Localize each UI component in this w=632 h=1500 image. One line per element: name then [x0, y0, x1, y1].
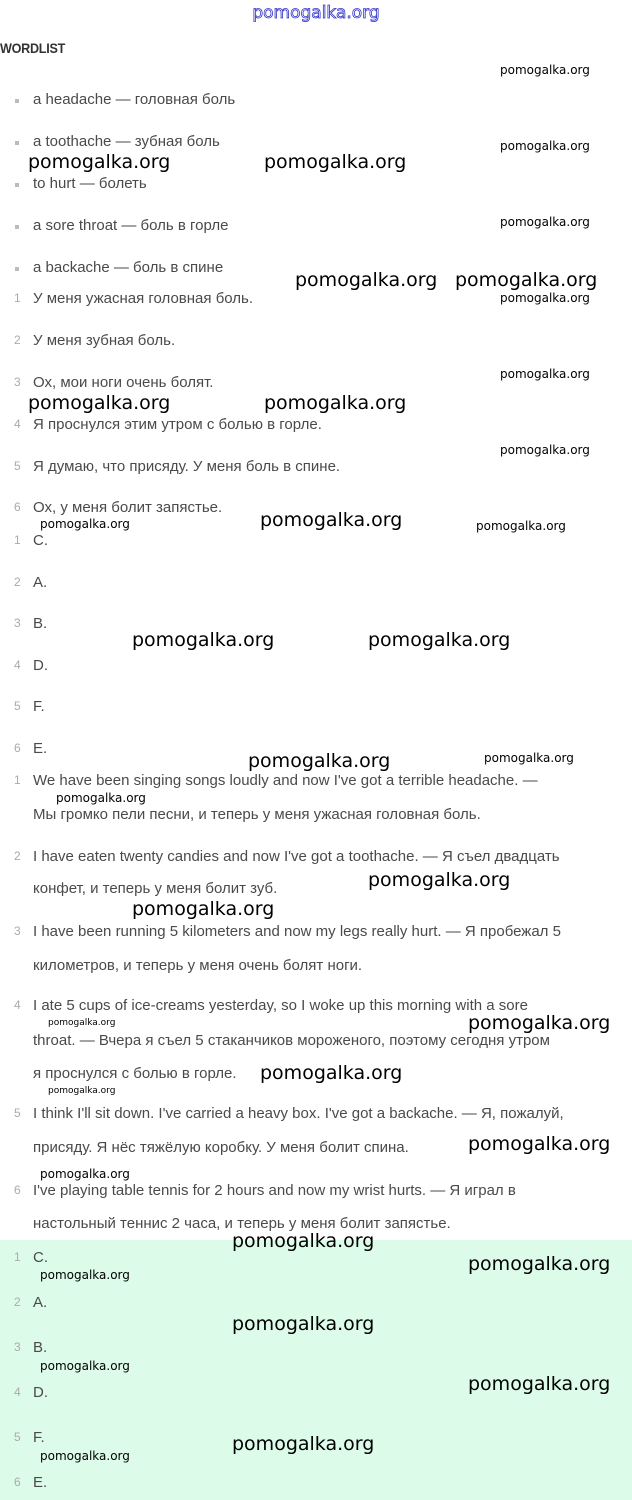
sentence-line: We have been singing songs loudly and now I've got a terrible headache. —: [33, 772, 538, 789]
answer-item: B.: [33, 1339, 48, 1356]
item-number: 4: [14, 1385, 21, 1399]
answer-item: D.: [33, 657, 48, 674]
answer-item: C.: [33, 532, 48, 549]
watermark: pomogalka.org: [468, 1012, 611, 1034]
sentence-line: я проснулся с болью в горле.: [33, 1065, 237, 1082]
sentence-line: Мы громко пели песни, и теперь у меня ужасная головная боль.: [33, 806, 481, 823]
sentence-line: конфет, и теперь у меня болит зуб.: [33, 880, 278, 897]
translation-item: У меня ужасная головная боль.: [33, 290, 254, 307]
item-number: 4: [14, 998, 21, 1012]
watermark: pomogalka.org: [232, 1433, 375, 1455]
watermark: pomogalka.org: [500, 291, 590, 305]
watermark: pomogalka.org: [248, 750, 391, 772]
item-number: 1: [14, 291, 21, 305]
watermark: pomogalka.org: [468, 1373, 611, 1395]
watermark: pomogalka.org: [260, 1062, 403, 1084]
translation-item: Ох, у меня болит запястье.: [33, 499, 223, 516]
watermark: pomogalka.org: [40, 1359, 130, 1373]
watermark: pomogalka.org: [28, 151, 171, 173]
item-number: 2: [14, 849, 21, 863]
sentence-line: I have been running 5 kilometers and now my legs really hurt. — Я пробежал 5: [33, 923, 561, 940]
watermark: pomogalka.org: [500, 215, 590, 229]
wordlist-item: a sore throat — боль в горле: [33, 217, 229, 234]
item-number: 5: [14, 699, 21, 713]
sentence-line: присяду. Я нёс тяжёлую коробку. У меня болит спина.: [33, 1139, 409, 1156]
watermark: pomogalka.org: [132, 898, 275, 920]
item-number: 6: [14, 1183, 21, 1197]
answer-item: D.: [33, 1384, 48, 1401]
answer-item: B.: [33, 615, 48, 632]
watermark: pomogalka.org: [295, 269, 438, 291]
watermark: pomogalka.org: [232, 1313, 375, 1335]
bullet-icon: [15, 141, 19, 145]
answer-item: F.: [33, 698, 45, 715]
watermark: pomogalka.org: [232, 1230, 375, 1252]
item-number: 3: [14, 616, 21, 630]
sentence-line: throat. — Вчера я съел 5 стаканчиков мороженого, поэтому сегодня утром: [33, 1032, 550, 1049]
watermark: pomogalka.org: [40, 1449, 130, 1463]
item-number: 1: [14, 533, 21, 547]
watermark: pomogalka.org: [264, 392, 407, 414]
item-number: 3: [14, 375, 21, 389]
item-number: 5: [14, 1430, 21, 1444]
item-number: 2: [14, 333, 21, 347]
watermark: pomogalka.org: [48, 1086, 116, 1096]
sentence-line: километров, и теперь у меня очень болят ноги.: [33, 957, 363, 974]
watermark: pomogalka.org: [476, 519, 566, 533]
watermark: pomogalka.org: [48, 1018, 116, 1028]
sentence-line: I have eaten twenty candies and now I've got a toothache. — Я съел двадцать: [33, 848, 560, 865]
answer-item: F.: [33, 1429, 45, 1446]
wordlist-item: to hurt — болеть: [33, 175, 147, 192]
bullet-icon: [15, 183, 19, 187]
sentence-line: I think I'll sit down. I've carried a heavy box. I've got a backache. — Я, пожалуй,: [33, 1105, 564, 1122]
section-title: WORDLIST: [0, 40, 66, 56]
answer-item: A.: [33, 574, 48, 591]
sentence-line: I've playing table tennis for 2 hours and now my wrist hurts. — Я играл в: [33, 1182, 516, 1199]
watermark: pomogalka.org: [500, 63, 590, 77]
wordlist-item: a backache — боль в спине: [33, 259, 224, 276]
answer-item: C.: [33, 1249, 48, 1266]
site-logo[interactable]: pomogalka.org: [252, 3, 380, 23]
bullet-icon: [15, 267, 19, 271]
item-number: 4: [14, 417, 21, 431]
item-number: 2: [14, 1295, 21, 1309]
item-number: 3: [14, 924, 21, 938]
watermark: pomogalka.org: [40, 517, 130, 531]
answer-item: A.: [33, 1294, 48, 1311]
translation-item: У меня зубная боль.: [33, 332, 176, 349]
watermark: pomogalka.org: [56, 791, 146, 805]
answer-item: E.: [33, 1474, 48, 1491]
watermark: pomogalka.org: [264, 151, 407, 173]
item-number: 1: [14, 1250, 21, 1264]
watermark: pomogalka.org: [40, 1268, 130, 1282]
bullet-icon: [15, 99, 19, 103]
bullet-icon: [15, 225, 19, 229]
sentence-line: I ate 5 cups of ice-creams yesterday, so I woke up this morning with a sore: [33, 997, 528, 1014]
watermark: pomogalka.org: [468, 1253, 611, 1275]
watermark: pomogalka.org: [40, 1167, 130, 1181]
watermark: pomogalka.org: [500, 367, 590, 381]
watermark: pomogalka.org: [28, 392, 171, 414]
translation-item: Я думаю, что присяду. У меня боль в спине.: [33, 458, 341, 475]
item-number: 5: [14, 1106, 21, 1120]
item-number: 3: [14, 1340, 21, 1354]
watermark: pomogalka.org: [132, 629, 275, 651]
item-number: 6: [14, 500, 21, 514]
translation-item: Ох, мои ноги очень болят.: [33, 374, 214, 391]
sentence-line: настольный теннис 2 часа, и теперь у меня болит запястье.: [33, 1215, 451, 1232]
item-number: 1: [14, 773, 21, 787]
watermark: pomogalka.org: [500, 443, 590, 457]
item-number: 5: [14, 459, 21, 473]
translation-item: Я проснулся этим утром с болью в горле.: [33, 416, 322, 433]
item-number: 6: [14, 741, 21, 755]
wordlist-item: a headache — головная боль: [33, 91, 236, 108]
item-number: 2: [14, 575, 21, 589]
watermark: pomogalka.org: [455, 269, 598, 291]
wordlist-item: a toothache — зубная боль: [33, 133, 220, 150]
watermark: pomogalka.org: [484, 751, 574, 765]
watermark: pomogalka.org: [260, 509, 403, 531]
watermark: pomogalka.org: [468, 1133, 611, 1155]
watermark: pomogalka.org: [368, 869, 511, 891]
watermark: pomogalka.org: [368, 629, 511, 651]
watermark: pomogalka.org: [500, 139, 590, 153]
item-number: 6: [14, 1475, 21, 1489]
item-number: 4: [14, 658, 21, 672]
answer-item: E.: [33, 740, 48, 757]
